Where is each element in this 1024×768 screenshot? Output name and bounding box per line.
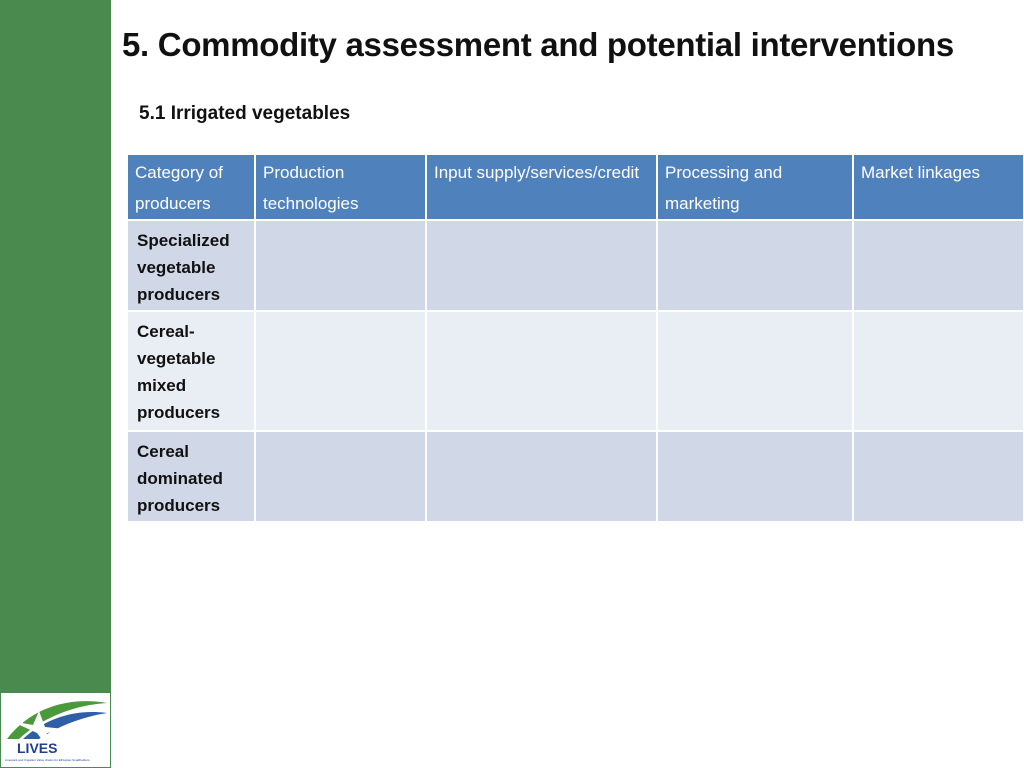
- table-cell: [854, 432, 1024, 523]
- header-production: Production technologies: [256, 155, 427, 221]
- table-cell: [256, 432, 427, 523]
- header-input-supply: Input supply/services/credit: [427, 155, 658, 221]
- lives-logo-icon: [3, 695, 109, 743]
- header-category: Category of producers: [128, 155, 256, 221]
- table-cell: [658, 221, 854, 312]
- table-row: [128, 312, 1024, 432]
- table-cell: [854, 221, 1024, 312]
- table-cell: [256, 312, 427, 432]
- logo-tagline: Livestock and Irrigation Value chains for Ethiopian Smallholders: [5, 759, 90, 762]
- logo-text: LIVES: [17, 740, 58, 756]
- table-cell: [256, 221, 427, 312]
- header-processing: Processing and marketing: [658, 155, 854, 221]
- table-cell: [658, 312, 854, 432]
- table-cell: [427, 432, 658, 523]
- lives-logo: [0, 692, 111, 768]
- table-cell: [854, 312, 1024, 432]
- row-label: Specialized vegetable producers: [128, 221, 256, 312]
- table-cell: [427, 221, 658, 312]
- row-label: Cereal dominated producers: [128, 432, 256, 523]
- slide-title: 5. Commodity assessment and potential interventions: [122, 26, 954, 63]
- header-market-linkages: Market linkages: [854, 155, 1024, 221]
- table-row: [128, 221, 1024, 312]
- row-label: Cereal-vegetable mixed producers: [128, 312, 256, 432]
- table-header-row: [128, 155, 1024, 221]
- assessment-table: [128, 155, 1024, 523]
- table-row: [128, 432, 1024, 523]
- table-cell: [658, 432, 854, 523]
- slide-subtitle: 5.1 Irrigated vegetables: [139, 103, 351, 124]
- table-cell: [427, 312, 658, 432]
- sidebar-band: [0, 0, 111, 768]
